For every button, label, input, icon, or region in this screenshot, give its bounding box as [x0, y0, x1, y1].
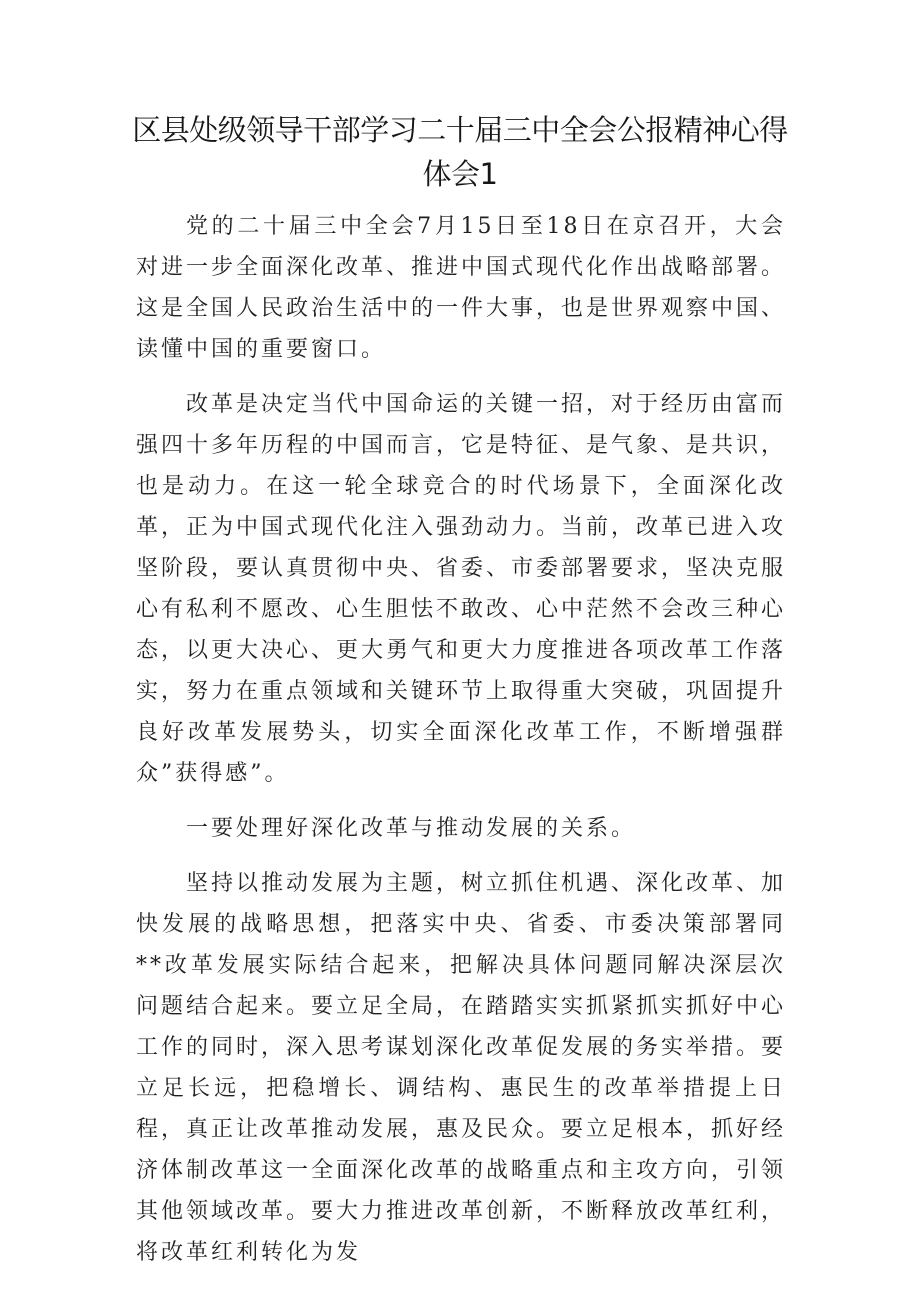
document-title: 区县处级领导干部学习二十届三中全会公报精神心得体会1: [132, 113, 788, 191]
paragraph-1: 党的二十届三中全会7月15日至18日在京召开，大会对进一步全面深化改革、推进中国式现代化作出战略部署。这是全国人民政治生活中的一件大事，也是世界观察中国、读懂中国的重要窗口。: [136, 214, 787, 362]
paragraph-2: 改革是决定当代中国命运的关键一招，对于经历由富而强四十多年历程的中国而言，它是特征、是气象、是共识，也是动力。在这一轮全球竞合的时代场景下，全面深化改革，正为中国式现代化注入强劲动力。当前，改革已进入攻坚阶段，要认真贯彻中央、省委、市委部署要求，坚决克服心有私利不愿改、心生胆怯不敢改、心中茫然不会改三种心态，以更大决心、更大勇气和更大力度推进各项改革工作落实，努力在重点领域和关键环节上取得重大突破，巩固提升良好改革发展势头，切实全面深化改革工作，不断增强群众”获得感”。: [136, 392, 787, 786]
paragraph-4: 坚持以推动发展为主题，树立抓住机遇、深化改革、加快发展的战略思想，把落实中央、省委、市委决策部署同**改革发展实际结合起来，把解决具体问题同解决深层次问题结合起来。要立足全局，在踏踏实实抓紧抓实抓好中心工作的同时，深入思考谋划深化改革促发展的务实举措。要立足长远，把稳增长、调结构、惠民生的改革举措提上日程，真正让改革推动发展，惠及民众。要立足根本，抓好经济体制改革这一全面深化改革的战略重点和主攻方向，引领其他领域改革。要大力推进改革创新，不断释放改革红利，将改革红利转化为发: [136, 871, 787, 1265]
document-body: [136, 206, 786, 1287]
paragraph-3: 一要处理好深化改革与推动发展的关系。: [186, 816, 637, 841]
